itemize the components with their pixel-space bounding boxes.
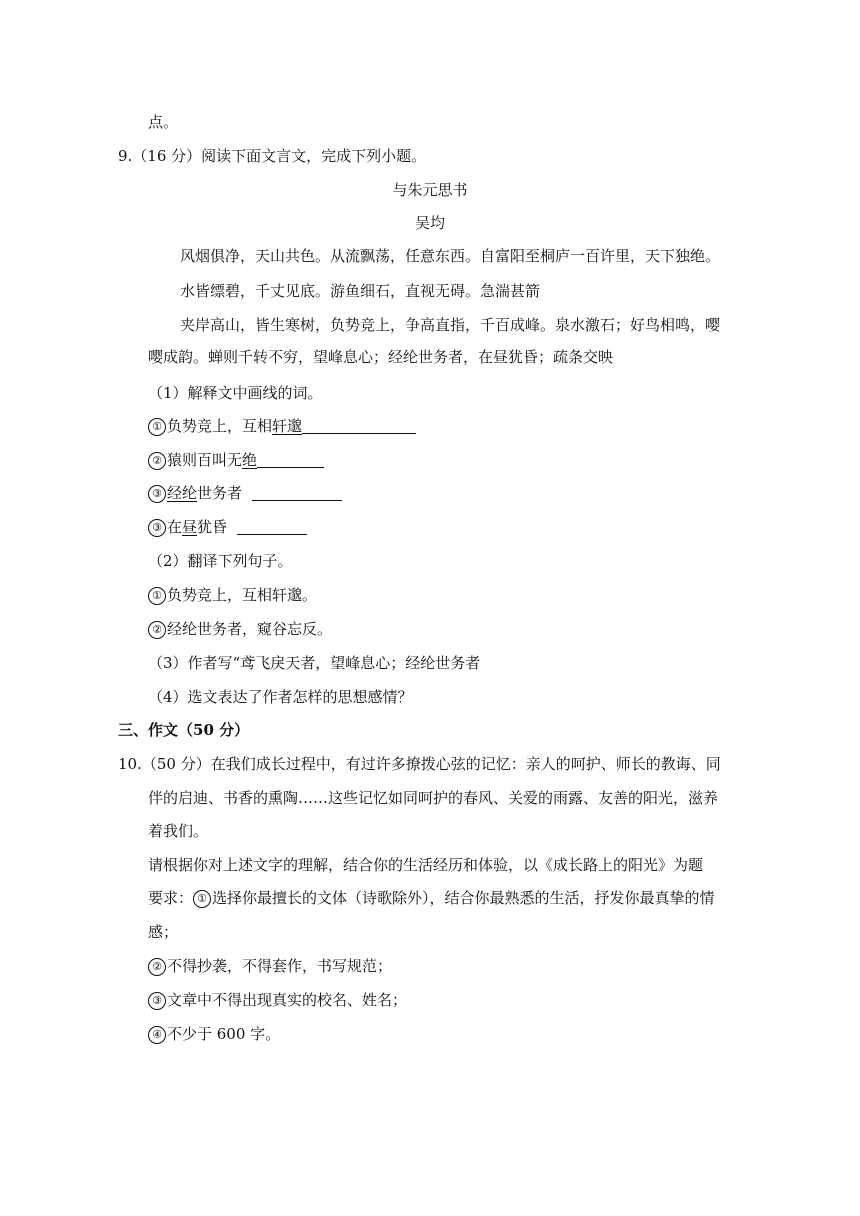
sub-question-2-item-2: ② 经纶世务者，窥谷忘反。 <box>148 619 332 639</box>
sub-question-2-item-1: ① 负势竞上，互相轩邈。 <box>148 585 317 605</box>
question-9-heading: 9.（16 分）阅读下面文言文，完成下列小题。 <box>118 147 427 165</box>
sub-question-1-prompt: （1）解释文中画线的词。 <box>148 384 323 402</box>
underlined-word: 轩邈 <box>272 417 303 435</box>
requirement-3: ③ 文章中不得出现真实的校名、姓名； <box>148 990 407 1010</box>
circled-number-2: ② <box>148 452 166 470</box>
circled-number-1: ① <box>148 418 166 436</box>
underlined-word: 绝 <box>242 451 258 469</box>
section-3-heading: 三、作文（50 分） <box>118 721 250 739</box>
passage-paragraph-3-line-2: 嘤成韵。蝉则千转不穷，望峰息心；经纶世务者，在昼犹昏；疏条交映 <box>148 348 614 366</box>
sub-question-1-item-2: ② 猿则百叫无绝 <box>148 450 324 470</box>
top-fragment: 点。 <box>148 113 179 131</box>
underlined-word: 昼 <box>182 518 198 536</box>
requirement-4: ④ 不少于 600 字。 <box>148 1024 280 1044</box>
answer-blank[interactable] <box>252 486 342 501</box>
answer-blank[interactable] <box>257 453 324 468</box>
question-10-line-2: 伴的启迪、书香的熏陶……这些记忆如同呵护的春风、关爱的雨露、友善的阳光，滋养 <box>148 789 719 807</box>
sub-question-1-item-1: ① 负势竞上，互相轩邈 <box>148 416 416 436</box>
sub-question-1-item-4: ③ 在昼犹昏 <box>148 517 307 537</box>
question-10-line-4: 请根据你对上述文字的理解，结合你的生活经历和体验，以《成长路上的阳光》为题 <box>148 856 704 874</box>
requirement-2: ② 不得抄袭，不得套作，书写规范； <box>148 956 392 976</box>
answer-blank[interactable] <box>237 520 307 535</box>
passage-author: 吴均 <box>414 214 445 232</box>
circled-number-1: ① <box>193 890 211 908</box>
sub-question-1-item-3: ③ 经纶世务者 <box>148 483 342 503</box>
requirement-1: 要求： ① 选择你最擅长的文体（诗歌除外），结合你最熟悉的生活，抒发你最真挚的情 <box>148 889 715 907</box>
circled-number-2: ② <box>148 958 166 976</box>
question-10-line-3: 着我们。 <box>148 822 209 840</box>
circled-number-3: ③ <box>148 519 166 537</box>
passage-title: 与朱元思书 <box>392 181 468 199</box>
circled-number-1: ① <box>148 587 166 605</box>
answer-blank[interactable] <box>302 419 416 434</box>
sub-question-4: （4）选文表达了作者怎样的思想感情？ <box>148 688 413 706</box>
requirement-1-continued: 感； <box>148 923 179 941</box>
underlined-word: 经纶 <box>167 484 198 502</box>
circled-number-3: ③ <box>148 992 166 1010</box>
passage-paragraph-1: 风烟俱净，天山共色。从流飘荡，任意东西。自富阳至桐庐一百许里，天下独绝。 <box>180 247 721 265</box>
circled-number-3: ③ <box>148 485 166 503</box>
circled-number-4: ④ <box>148 1026 166 1044</box>
passage-paragraph-3-line-1: 夹岸高山，皆生寒树，负势竞上，争高直指，千百成峰。泉水激石；好鸟相鸣，嘤 <box>180 316 721 334</box>
passage-paragraph-2: 水皆缥碧，千丈见底。游鱼细石，直视无碍。急湍甚箭 <box>180 282 541 300</box>
question-10-line-1: 10.（50 分）在我们成长过程中，有过许多撩拨心弦的记忆：亲人的呵护、师长的教诲、同 <box>118 755 721 773</box>
sub-question-3: （3）作者写“鸢飞戾天者，望峰息心；经纶世务者 <box>148 654 481 672</box>
sub-question-2-prompt: （2）翻译下列句子。 <box>148 552 293 570</box>
circled-number-2: ② <box>148 621 166 639</box>
